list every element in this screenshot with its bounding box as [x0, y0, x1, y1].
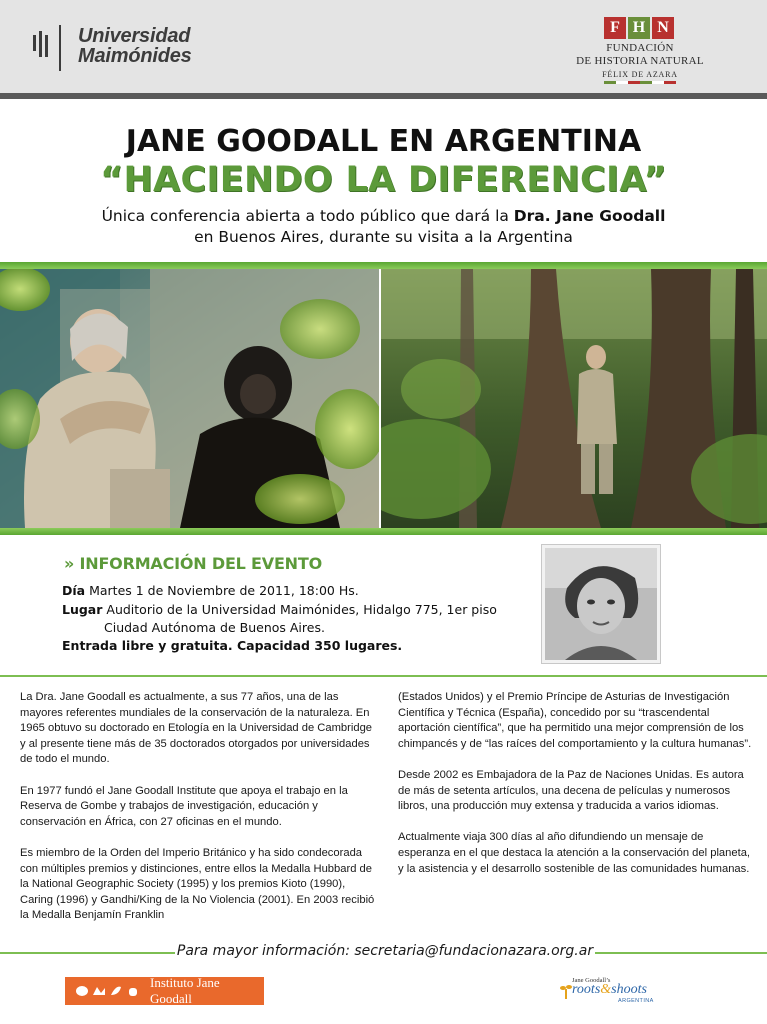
section-divider [0, 675, 767, 677]
ampersand: & [600, 982, 612, 997]
main-title: JANE GOODALL EN ARGENTINA [125, 124, 642, 159]
photo-goodall-in-forest [381, 269, 767, 528]
instituto-jane-goodall-logo [65, 977, 264, 1005]
contact-rule-left [0, 952, 175, 954]
chimp-icon [75, 985, 89, 997]
photo-goodall-with-chimpanzee [0, 269, 379, 528]
contact-rule-right [595, 952, 767, 954]
event-place-value: Auditorio de la Universidad Maimónides, Hidalgo 775, 1er piso [102, 602, 497, 617]
university-line1: Universidad [78, 25, 191, 47]
subtitle-line2: en Buenos Aires, durante su visita a la Argentina [194, 228, 573, 246]
event-place [62, 602, 497, 617]
roots-and-shoots-logo [560, 977, 660, 1007]
fhn-letter-h: H [628, 17, 650, 39]
roots-shoots-name [572, 982, 647, 998]
fhn-name [572, 42, 708, 68]
jgi-animal-icons [75, 985, 140, 997]
roots-text: roots [572, 982, 601, 997]
sprout-icon [560, 983, 572, 999]
header-divider [0, 93, 767, 99]
portrait-young-goodall [542, 545, 660, 663]
fhn-letter-f: F [604, 17, 626, 39]
bio-paragraph: (Estados Unidos) y el Premio Príncipe de Asturias de Investigación Científica y Técnica (España), concedido por su “trascendental aportación científica”, que ha permitido una mejor comprensión de los chimpancés y de “las raíces del comportamiento y la cultura humanas”. [398, 691, 752, 750]
slogan-title: “HACIENDO LA DIFERENCIA” [100, 160, 667, 200]
bio-paragraph: Desde 2002 es Embajadora de la Paz de Naciones Unidas. Es autora de más de setenta artículos, una decena de películas y numerosos libros, una producción muy extensa y traducida a varios idiomas. [398, 768, 744, 813]
roots-shoots-country: ARGENTINA [618, 998, 654, 1004]
subtitle-line1 [0, 206, 767, 227]
bio-column-left [20, 690, 380, 940]
event-day-value: Martes 1 de Noviembre de 2011, 18:00 Hs. [85, 583, 359, 598]
event-day [62, 583, 359, 598]
shoots-text: shoots [611, 982, 647, 997]
event-entry: Entrada libre y gratuita. Capacidad 350 lugares. [62, 638, 403, 653]
event-place-city: Ciudad Autónoma de Buenos Aires. [104, 620, 325, 635]
header-bar [0, 0, 767, 93]
photo-band-top-stripe [0, 262, 767, 269]
subtitle-text: Única conferencia abierta a todo público que dará la [101, 207, 514, 225]
bio-column-right [398, 690, 758, 893]
subtitle [0, 206, 767, 248]
universidad-maimonides-logo-mark [33, 25, 83, 71]
university-line2: Maimónides [78, 45, 192, 67]
jgi-label: Instituto Jane Goodall [150, 975, 220, 1006]
fhn-name-line2: DE HISTORIA NATURAL [576, 55, 704, 67]
event-place-label: Lugar [62, 602, 103, 617]
fhn-logo [604, 17, 674, 39]
fhn-letter-n: N [652, 17, 674, 39]
photo-band-bottom-stripe [0, 528, 767, 535]
contact-info[interactable]: Para mayor información: secretaria@fundacionazara.org.ar [176, 943, 594, 959]
university-name [78, 26, 192, 66]
fhn-name-line1: FUNDACIÓN [606, 42, 674, 54]
event-heading: » INFORMACIÓN DEL EVENTO [64, 554, 322, 573]
event-day-label: Día [62, 583, 86, 598]
bio-paragraph: Es miembro de la Orden del Imperio Británico y ha sido condecorada con múltiples premios y distinciones, entre ellos la Medalla Hubbard de la National Geographic Society (1995) y los premios Kioto (1990), Caring (1996) y Gandhi/King de la No Violencia (2001). En 2003 recibió la Medalla Benjamín Franklin [20, 846, 375, 922]
fhn-color-stripe [604, 81, 676, 84]
animal-icon [92, 985, 106, 997]
hand-icon [126, 985, 140, 997]
roots-shoots-owner: Jane Goodall’s [572, 977, 611, 984]
fhn-name-line3: FÉLIX DE AZARA [602, 70, 678, 79]
bio-paragraph: La Dra. Jane Goodall es actualmente, a sus 77 años, una de las mayores referentes mundiales de la conservación de la naturaleza. En 1965 obtuvo su doctorado en Etología en la Universidad de Cambridge y al presente tiene más de 35 doctorados otorgados por universidades de todo el mundo. [20, 691, 373, 766]
bio-paragraph: Actualmente viaja 300 días al año difundiendo un mensaje de esperanza en el que destaca la atención a la conservación del planeta, y la asistencia y el desarrollo sostenible de las comunidades humanas. [398, 831, 751, 875]
subtitle-name: Dra. Jane Goodall [513, 207, 666, 225]
bio-paragraph: En 1977 fundó el Jane Goodall Institute que apoya el trabajo en la Reserva de Gombe y trabajos de investigación, educación y conservación en África, con 27 oficinas en el mundo. [20, 784, 348, 828]
leaf-icon [109, 985, 123, 997]
